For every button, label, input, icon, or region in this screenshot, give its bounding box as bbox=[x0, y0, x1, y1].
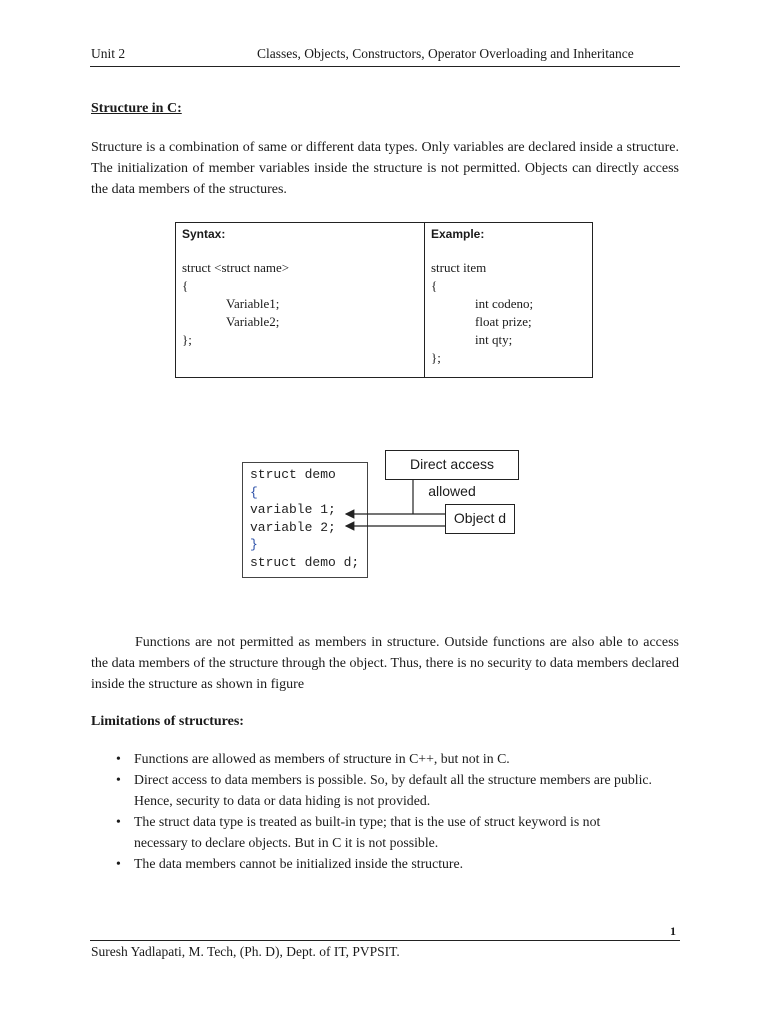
example-heading: Example: bbox=[431, 227, 485, 241]
section-title: Structure in C: bbox=[91, 101, 182, 116]
code-line: variable 2; bbox=[250, 519, 336, 535]
header-title: Classes, Objects, Constructors, Operator Overloading and Inheritance bbox=[257, 46, 634, 61]
direct-access-label: Direct access allowed bbox=[409, 456, 495, 499]
syntax-line: Variable2; bbox=[226, 314, 280, 329]
security-paragraph bbox=[91, 632, 679, 695]
security-paragraph-text: Functions are not permitted as members in structure. Outside functions are also able to access the data members of the structure through the object. Thus, there is no security to data members declared inside the structure as shown in figure bbox=[91, 635, 679, 692]
example-line: int qty; bbox=[475, 332, 513, 347]
page-number: 1 bbox=[670, 924, 676, 938]
code-line: struct demo bbox=[250, 467, 336, 482]
list-item: • Direct access to data members is possible. So, by default all the structure members are public. Hence, security to data or data hiding is not provided. bbox=[116, 769, 656, 811]
code-line: } bbox=[250, 537, 258, 552]
intro-paragraph-text: Structure is a combination of same or different data types. Only variables are declared inside a structure. The initialization of member variables inside the structure is not permitted. Objects can directly access the data members of the structures. bbox=[91, 140, 679, 197]
example-line: int codeno; bbox=[475, 296, 534, 311]
syntax-heading: Syntax: bbox=[182, 227, 226, 241]
syntax-line: { bbox=[182, 278, 189, 293]
list-item: • The data members cannot be initialized inside the structure. bbox=[116, 853, 656, 874]
limitations-title: Limitations of structures: bbox=[91, 714, 244, 729]
code-line: variable 1; bbox=[250, 502, 336, 517]
example-line: float prize; bbox=[475, 314, 532, 329]
list-item: • The struct data type is treated as built-in type; that is the use of struct keyword is not necessary to declare objects. But in C it is not possible. bbox=[116, 811, 656, 853]
header-unit: Unit 2 bbox=[91, 46, 126, 61]
example-line: struct item bbox=[431, 260, 487, 275]
example-line: { bbox=[431, 278, 438, 293]
code-line: struct demo d; bbox=[250, 554, 360, 570]
syntax-line: Variable1; bbox=[226, 296, 280, 311]
example-line: }; bbox=[431, 350, 441, 365]
footer-text: Suresh Yadlapati, M. Tech, (Ph. D), Dept. of IT, PVPSIT. bbox=[91, 944, 400, 959]
object-d-label: Object d bbox=[453, 510, 507, 526]
code-line: { bbox=[250, 484, 258, 500]
footer-rule bbox=[90, 940, 680, 941]
limitations-list bbox=[116, 748, 656, 874]
list-item: • Functions are allowed as members of structure in C++, but not in C. bbox=[116, 748, 656, 769]
syntax-line: struct <struct name> bbox=[182, 260, 290, 275]
syntax-line: }; bbox=[182, 332, 192, 347]
